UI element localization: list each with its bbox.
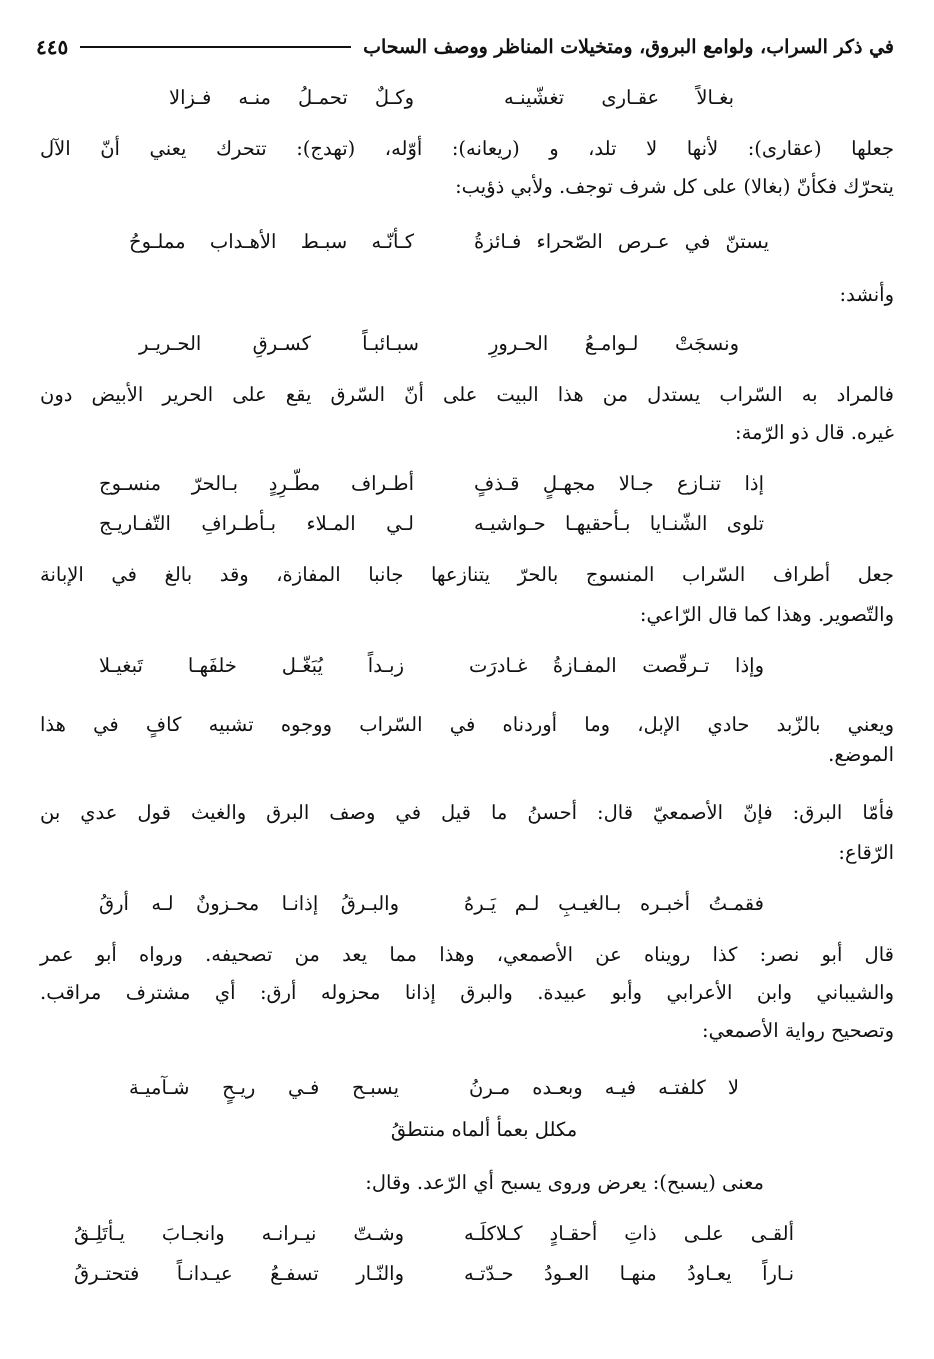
prose-line: الموضع. (828, 743, 894, 766)
verse-second-hemistich: وشـتّ نيـرانـه وانجـابَ يـأتَلِـقُ (74, 1222, 404, 1245)
verse-line (99, 466, 764, 502)
verse-first-hemistich: فقمـتُ أخبـره بـالغيـبِ لـم يَـرهُ (464, 892, 764, 915)
verse-second-hemistich: والنّـار تسفـعُ عيـدانـاً فتحتـرقُ (74, 1262, 404, 1285)
prose-line: فالمراد به السّراب يستدل من هذا البيت على أنّ السّرق يقع على الحرير الأبيض دون (40, 383, 894, 406)
verse-line (139, 326, 739, 362)
verse-line (334, 1112, 634, 1148)
verse-first-hemistich: إذا تنـازع جـالا مجهـلٍ قـذفٍ (474, 472, 764, 495)
verse-line (99, 886, 764, 922)
verse-first-hemistich: ألقـى علـى ذاتِ أحقـادٍ كـلاكلَـه (464, 1222, 794, 1245)
verse-second-hemistich: والبـرقُ إذانـا محـزونٌ لـه أرقُ (99, 892, 399, 915)
verse-line (99, 506, 764, 542)
prose-line: جعل أطراف السّراب المنسوج بالحرّ يتنازعها جانبا المفازة، وقد بالغ في الإبانة (40, 563, 894, 586)
prose-line: جعلها (عقارى): لأنها لا تلد، و (ريعانه): أوّله، (تهدج): تتحرك يعني أنّ الآل (40, 137, 894, 160)
verse-line (169, 80, 734, 116)
page-number: ٤٤٥ (36, 35, 69, 59)
verse-line (129, 224, 769, 260)
prose-line: وتصحيح رواية الأصمعي: (702, 1019, 894, 1042)
prose-line: وأنشد: (839, 283, 894, 306)
prose-line: ويعني بالزّبد حادي الإبل، وما أوردناه في السّراب ووجوه تشبيه كافٍ في هذا (40, 713, 894, 736)
verse-second-hemistich: أطـراف مطّـرِدٍ بـالحرّ منسـوج (99, 472, 414, 495)
verse-second-hemistich: وكـلٌ تحمـلُ منـه فـزالا (169, 86, 414, 109)
verse-first-hemistich: وإذا تـرقّصت المفـازةُ غـادرَت (469, 654, 764, 677)
verse-second-hemistich: زبـداً يُبَغّـل خلفَهـا تَبغيـلا (99, 654, 404, 677)
verse-first-hemistich: ونسجَتْ لـوامـعُ الحـرورِ (489, 332, 739, 355)
verse-line (74, 1216, 794, 1252)
verse-single-hemistich: مكلل بعمأ ألماه منتطقُ (390, 1118, 578, 1141)
running-title: في ذكر السراب، ولوامع البروق، ومتخيلات المناظر ووصف السحاب (363, 36, 894, 58)
verse-line (99, 648, 764, 684)
verse-second-hemistich: سبـائبـاً كسـرقِ الحـريـر (139, 332, 419, 355)
page-header (36, 30, 894, 64)
prose-line: يتحرّك فكأنّ (بغالا) على كل شرف توجف. ولأبي ذؤيب: (455, 175, 894, 198)
prose-line: والشيباني وابن الأعرابي وأبو عبيدة. والبرق إذانا محزوله أرق: أي مشترف مراقب. (40, 981, 894, 1004)
prose-line: والتّصوير. وهذا كما قال الرّاعي: (639, 603, 894, 626)
prose-line: فأمّا البرق: فإنّ الأصمعيّ قال: أحسنُ ما قيل في وصف البرق والغيث قول عدي بن (40, 801, 894, 824)
verse-second-hemistich: كـأنّـه سبـط الأهـداب مملـوحُ (129, 230, 414, 253)
verse-second-hemistich: يسبـح فـي ريـحٍ شـآميـة (129, 1076, 399, 1099)
verse-second-hemistich: لـي المـلاء بـأطـرافِ التّفـاريـج (99, 512, 414, 535)
verse-first-hemistich: تلوى الشّنـايا بـأحقيهـا حـواشيـه (474, 512, 764, 535)
header-rule (80, 46, 351, 48)
verse-line (129, 1070, 739, 1106)
verse-first-hemistich: بغـالاً عقـارى تغشّينـه (504, 86, 734, 109)
verse-first-hemistich: نـاراً يعـاودُ منهـا العـودُ حـدّتـه (464, 1262, 794, 1285)
prose-line: معنى (يسبح): يعرض وروى يسبح أي الرّعد. وقال: (365, 1171, 764, 1194)
prose-line: الرّقاع: (838, 841, 894, 864)
verse-first-hemistich: يستنّ في عـرص الصّحراء فـائزةُ (474, 230, 769, 253)
verse-first-hemistich: لا كلفتـه فيـه وبعـده مـرنُ (469, 1076, 739, 1099)
prose-line: غيره. قال ذو الرّمة: (735, 421, 894, 444)
verse-line (74, 1256, 794, 1292)
prose-line: قال أبو نصر: كذا رويناه عن الأصمعي، وهذا مما يعد من تصحيفه. ورواه أبو عمر (40, 943, 894, 966)
